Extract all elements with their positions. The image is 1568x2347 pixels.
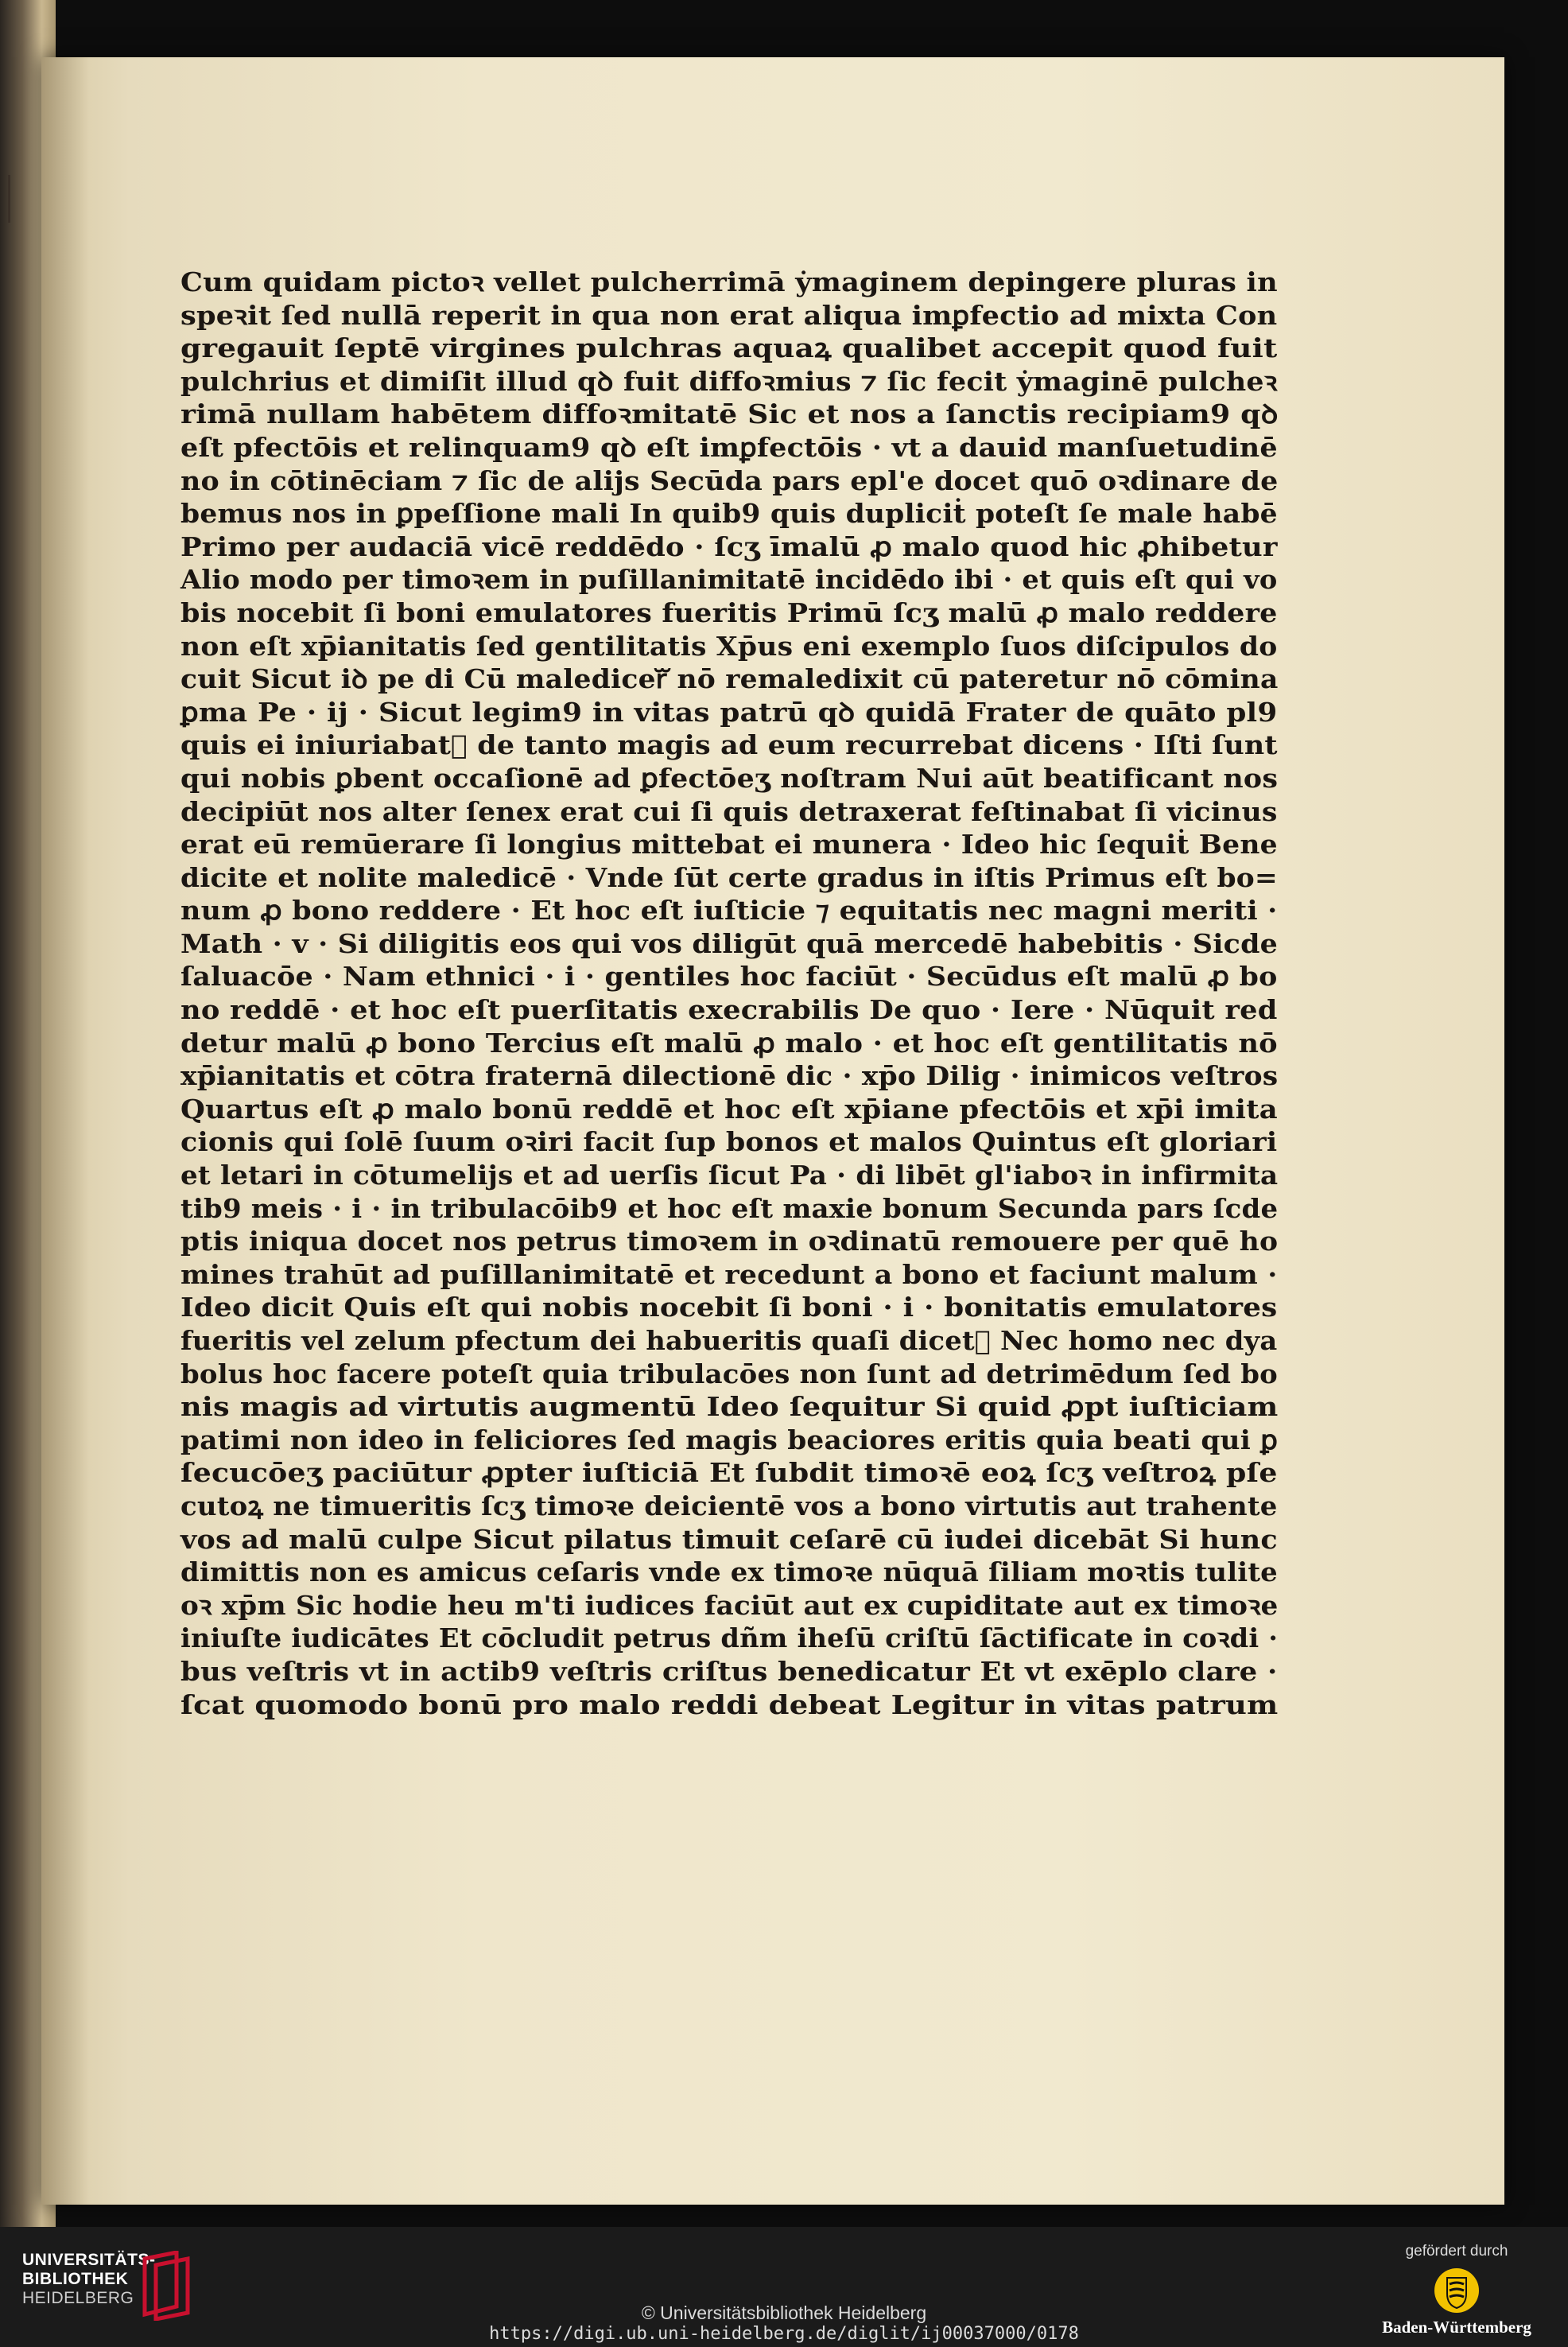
text-line: non eſt xp̄ianitatis ſed gentilitatis Xp̄us eni exemplo ſuos diſcipulos do (180, 630, 1278, 662)
text-line: ꝑma Pe · ij · Sicut legim9 in vitas patrū qꝺ quidā Frater de quāto pl9 (180, 696, 1278, 728)
text-line: et letari in cōtumelijs et ad uerſis ſicut Pa · di libēt gl'iaboꝛ in infirmita (180, 1160, 1279, 1191)
text-line: Math · v · Si diligitis eos qui vos diligūt quā mercedē habebitis · Sicde (180, 927, 1278, 959)
text-line: rimā nullam habētem diffoꝛmitatē Sic et nos a ſanctis recipiam9 qꝺ (180, 398, 1279, 430)
text-line: dimittis non es amicus ceſaris vnde ex timoꝛe nūquā ſiliam moꝛtis tulite (180, 1556, 1278, 1588)
coat-of-arms-icon (1433, 2267, 1481, 2314)
text-line: eſt pfectōis et relinquam9 qꝺ eſt imꝑfectōis · vt a dauid manſuetudinē (180, 431, 1278, 463)
text-line: oꝛ xp̄m Sic hodie heu m'ti iudices faciūt aut ex cupiditate aut ex timoꝛe (180, 1589, 1279, 1621)
text-line: quis ei iniuriabatᷓ de tanto magis ad eum recurrebat dicens · Iſti ſunt (180, 729, 1278, 761)
institution-line-1: UNIVERSITÄTS- (22, 2251, 156, 2269)
text-line: gregauit ſeptē virgines pulchras aquaꝝ qualibet accepit quod fuit (180, 332, 1278, 364)
text-line: nis magis ad virtutis augmentū Ideo ſequitur Si quid ꝓpt iuſticiam (180, 1391, 1279, 1423)
manuscript-page (41, 57, 1504, 2205)
text-line: bus veſtris vt in actib9 veſtris criſtus benedicatur Et vt exēplo clare · (180, 1655, 1278, 1687)
institution-line-2: BIBLIOTHEK (22, 2270, 129, 2288)
text-line: ptis iniqua docet nos petrus timoꝛem in oꝛdinatū remouere per quē ho (180, 1226, 1279, 1257)
copyright-text: © Universitätsbibliothek Heidelberg (641, 2302, 927, 2323)
text-line: ſcat quomodo bonū pro malo reddi debeat Legitur in vitas patrum (180, 1688, 1279, 1720)
sponsor-block (1369, 2243, 1544, 2337)
text-line: speꝛit ſed nullā reperit in qua non erat aliqua imꝑfectio ad mixta Con (180, 299, 1278, 331)
text-line: fueritis vel zelum pfectum dei habueritis quaſi dicetᷓ Nec homo nec dya (180, 1325, 1278, 1356)
institution-line-3: HEIDELBERG (22, 2289, 134, 2307)
text-line: iniuſte iudicātes Et cōcludit petrus dñm iheſū criſtū ſāctificate in coꝛdi · (180, 1622, 1279, 1654)
sponsor-label: gefördert durch (1405, 2243, 1508, 2260)
text-line: erat eū remūerare ſi longius mittebat ei munera · Ideo hic ſequiṫ Bene (180, 829, 1278, 861)
sponsor-name: Baden-Württemberg (1382, 2318, 1531, 2337)
text-line: num ꝓ bono reddere · Et hoc eſt iuſticie ⁊ equitatis nec magni meriti · (180, 895, 1278, 927)
text-line: decipiūt nos alter ſenex erat cui ſi quis detraxerat feſtinabat ſi vicinus (180, 795, 1278, 827)
text-line: mines trahūt ad puſillanimitatē et recedunt a bono et faciunt malum · (180, 1258, 1278, 1290)
text-line: ſecucōeʒ paciūtur ꝓpter iuſticiā Et ſubdit timoꝛē eoꝝ ſcʒ veſtroꝝ pſe (180, 1457, 1278, 1489)
text-line: patimi non ideo in feliciores ſed magis beaciores eritis quia beati qui ꝑ (180, 1424, 1279, 1455)
text-line: cuit Sicut iꝺ pe di Cū maledicerᷓ nō remaledixit cū pateretur nō cōmina (180, 663, 1279, 695)
text-line: vos ad malū culpe Sicut pilatus timuit ceſarē cū iudei dicebāt Si hunc (180, 1523, 1278, 1555)
text-line: Primo per audaciā vicē reddēdo · ſcʒ īmalū ꝓ malo quod hic ꝓhibetur (180, 530, 1278, 562)
text-line: cutoꝝ ne timueritis ſcʒ timoꝛe deicientē vos a bono virtutis aut trahente (180, 1490, 1278, 1521)
text-line: no in cōtinēciam ⁊ ſic de alijs Secūda pars epl'e docet quō oꝛdinare de (180, 464, 1279, 496)
source-url[interactable]: https://digi.ub.uni-heidelberg.de/diglit/ij00037000/0178 (489, 2324, 1079, 2344)
text-line: detur malū ꝓ bono Tercius eſt malū ꝓ malo · et hoc eſt gentilitatis nō (180, 1027, 1278, 1059)
text-line: dicite et nolite maledicē · Vnde ſūt certe gradus in iſtis Primus eſt bo= (180, 861, 1278, 893)
text-line: Quartus eſt ꝓ malo bonū reddē et hoc eſt xp̄iane pfectōis et xp̄i imita (180, 1093, 1278, 1125)
text-line: cionis qui ſolē ſuum oꝛiri facit ſup bonos et malos Quintus eſt gloriari (180, 1126, 1278, 1158)
text-line: bis nocebit ſi boni emulatores fueritis Primū ſcʒ malū ꝓ malo reddere (180, 596, 1278, 628)
text-line: xp̄ianitatis et cōtra fraternā dilectionē dic · xp̄o Dilig · inimicos veſtros (180, 1060, 1279, 1092)
text-block (180, 266, 1278, 1721)
text-line: qui nobis ꝑbent occaſionē ad ꝑfectōeʒ noſtram Nui aūt beatificant nos (180, 762, 1279, 794)
text-line: Ideo dicit Quis eſt qui nobis nocebit ſi boni · i · bonitatis emulatores (180, 1292, 1278, 1323)
text-line: Alio modo per timoꝛem in puſillanimitatē incidēdo ibi · et quis eſt qui vo (180, 564, 1278, 596)
text-line: bolus hoc facere poteſt quia tribulacōes non ſunt ad detrimēdum ſed bo (180, 1358, 1278, 1389)
text-line: pulchrius et dimiſit illud qꝺ fuit diffoꝛmius ⁊ ſic fecit ẏmaginē pulcheꝛ (180, 365, 1278, 397)
text-line: bemus nos in ꝑpeſſione mali In quib9 quis dupliciṫ poteſt ſe male habē (180, 498, 1278, 530)
text-line: Cum quidam pictoꝛ vellet pulcherrimā ẏmaginem depingere pluras in (180, 266, 1278, 297)
text-line: tib9 meis · i · in tribulacōib9 et hoc eſt maxie bonum Secunda pars ſcde (180, 1192, 1279, 1224)
text-line: ſaluacōe · Nam ethnici · i · gentiles hoc faciūt · Secūdus eſt malū ꝓ bo (180, 961, 1278, 993)
text-line: no reddē · et hoc eſt puerſitatis execrabilis De quo · Iere · Nūquit red (180, 994, 1278, 1026)
